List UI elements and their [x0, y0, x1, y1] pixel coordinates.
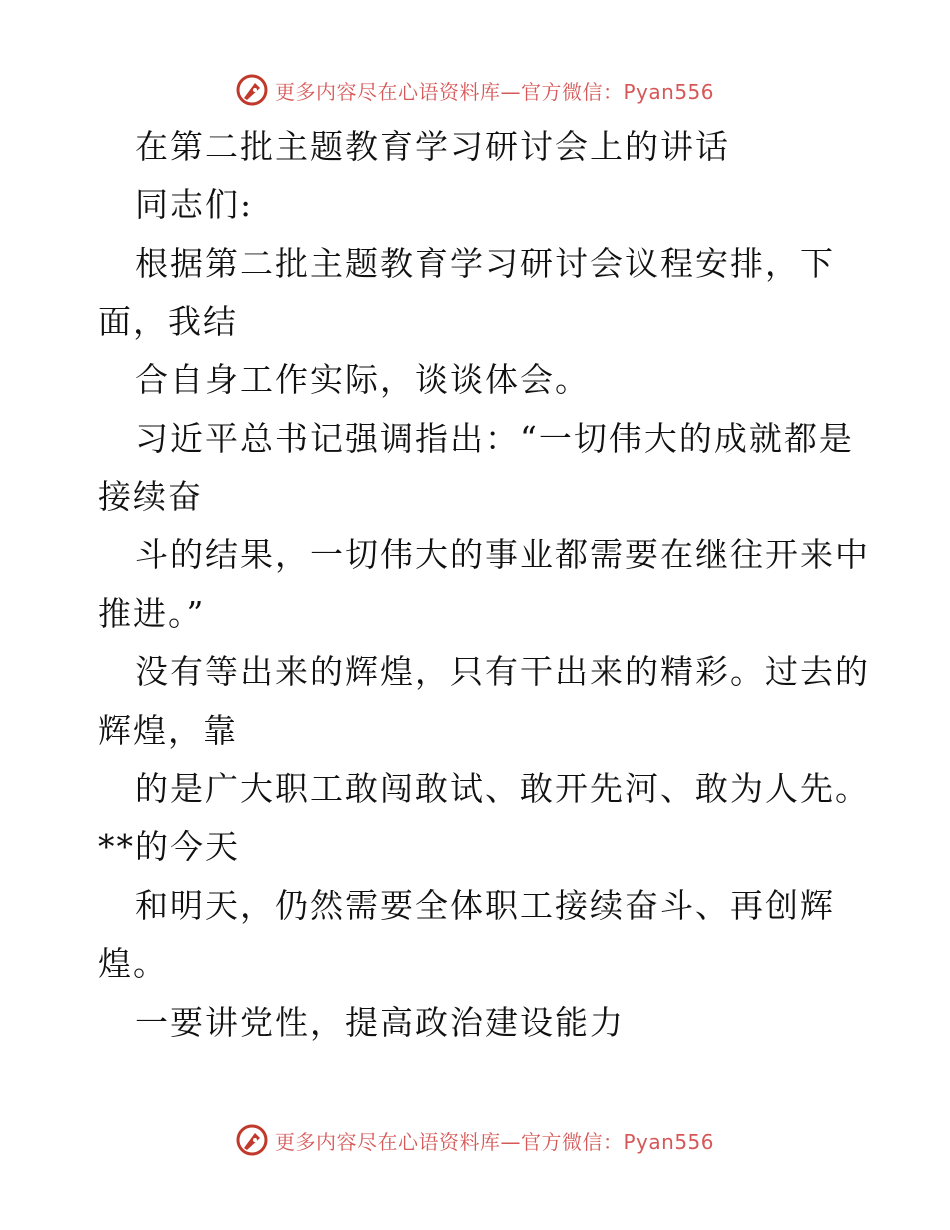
watermark-text: 更多内容尽在心语资料库—官方微信：Pyan556 [275, 79, 715, 104]
pen-nib-circle-icon [235, 1123, 269, 1157]
text-line: 斗的结果，一切伟大的事业都需要在继往开来中 [135, 535, 870, 574]
text-line: **的今天 [98, 827, 240, 866]
header-watermark [235, 70, 714, 110]
text-line: 和明天，仍然需要全体职工接续奋斗、再创辉 [135, 886, 835, 925]
watermark-text: 更多内容尽在心语资料库—官方微信：Pyan556 [275, 1129, 715, 1154]
text-line: 推进。” [98, 594, 206, 633]
text-line: 煌。 [98, 944, 168, 983]
text-line: 没有等出来的辉煌，只有干出来的精彩。过去的 [135, 652, 870, 691]
text-line: 辉煌，靠 [98, 711, 238, 750]
text-line: 合自身工作实际，谈谈体会。 [135, 360, 590, 399]
document-title: 在第二批主题教育学习研讨会上的讲话 [135, 127, 730, 166]
text-line: 接续奋 [98, 477, 203, 516]
pen-nib-circle-icon [235, 73, 269, 107]
text-line: 的是广大职工敢闯敢试、敢开先河、敢为人先。 [135, 769, 870, 808]
text-line: 根据第二批主题教育学习研讨会议程安排，下 [135, 244, 835, 283]
salutation: 同志们: [135, 185, 254, 224]
text-line: 习近平总书记强调指出：“一切伟大的成就都是 [135, 419, 854, 458]
footer-watermark [235, 1120, 714, 1160]
text-line: 面，我结 [98, 302, 238, 341]
section-heading: 一要讲党性，提高政治建设能力 [135, 1003, 625, 1042]
